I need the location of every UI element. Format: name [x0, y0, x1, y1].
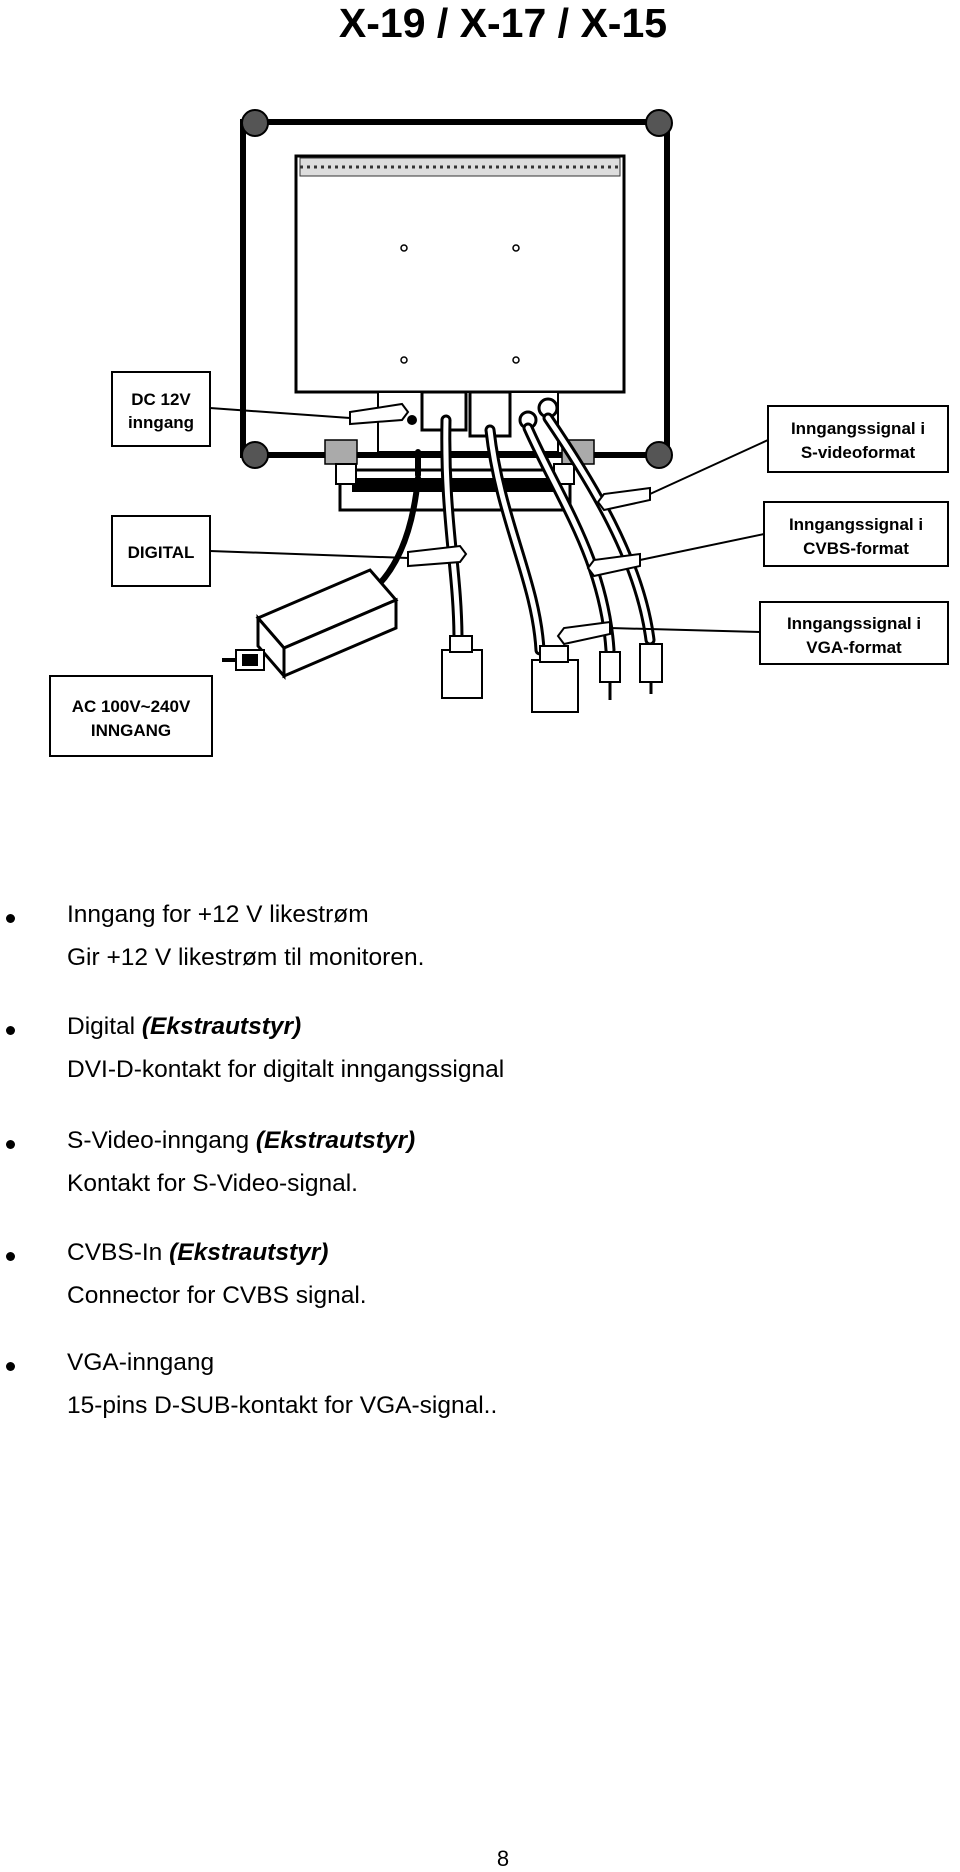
bullet-dot-icon [6, 1140, 15, 1149]
list-item-title [67, 1012, 301, 1042]
label-cvbs-signal [764, 502, 948, 566]
label-ac-line2: INNGANG [90, 721, 172, 740]
page-title: X-19 / X-17 / X-15 [338, 0, 668, 46]
monitor-connection-diagram [0, 90, 960, 770]
label-digital [112, 516, 210, 586]
label-digital-line1: DIGITAL [127, 543, 195, 562]
item-title-text: Inngang for +12 V likestrøm [67, 901, 369, 928]
item-optional-text: (Ekstrautstyr) [255, 1127, 416, 1154]
item-title-text: VGA-inngang [67, 1349, 215, 1376]
label-dc-line1: DC 12V [131, 390, 191, 409]
cable-plugs [442, 636, 662, 712]
power-adapter [222, 570, 396, 676]
bullet-dot-icon [6, 1252, 15, 1261]
label-cvbs-line2: CVBS-format [803, 539, 909, 558]
bullet-dot-icon [6, 914, 15, 923]
item-title-text: Digital [67, 1013, 142, 1040]
label-ac-line1: AC 100V~240V [71, 697, 191, 716]
list-item-desc: Kontakt for S-Video-signal. [67, 1170, 358, 1197]
back-panel [296, 156, 624, 392]
item-optional-text: (Ekstrautstyr) [169, 1239, 329, 1266]
list-item-desc: Gir +12 V likestrøm til monitoren. [67, 944, 425, 971]
label-dc-input [112, 372, 210, 446]
label-vga-signal [760, 602, 948, 664]
list-item-digital [0, 1012, 960, 1112]
label-vga-line1: Inngangssignal i [786, 614, 922, 633]
list-item-title [67, 1348, 214, 1378]
label-svideo-signal [768, 406, 948, 472]
bullet-dot-icon [6, 1026, 15, 1035]
list-item-vga [0, 1348, 960, 1448]
list-item-dc-input [0, 900, 960, 1000]
list-item-cvbs [0, 1238, 960, 1338]
label-cvbs-line1: Inngangssignal i [788, 515, 924, 534]
item-title-text: S-Video-inngang [67, 1127, 256, 1154]
label-svideo-line2: S-videoformat [800, 443, 916, 462]
list-item-title [67, 900, 369, 930]
label-svideo-line1: Inngangssignal i [790, 419, 926, 438]
list-item-desc: 15-pins D-SUB-kontakt for VGA-signal.. [67, 1392, 498, 1419]
bullet-dot-icon [6, 1362, 15, 1371]
label-ac-input [50, 676, 212, 756]
page-number: 8 [496, 1846, 510, 1871]
item-title-text: CVBS-In [67, 1239, 170, 1266]
label-vga-line2: VGA-format [806, 638, 902, 657]
list-item-desc: DVI-D-kontakt for digitalt inngangssignal [67, 1056, 505, 1083]
list-item-svideo [0, 1126, 960, 1226]
item-optional-text: (Ekstrautstyr) [141, 1013, 302, 1040]
list-item-title [67, 1238, 328, 1268]
list-item-desc: Connector for CVBS signal. [67, 1282, 367, 1309]
list-item-title [67, 1126, 415, 1156]
monitor-stand [336, 464, 574, 510]
label-dc-line2: inngang [127, 413, 195, 432]
